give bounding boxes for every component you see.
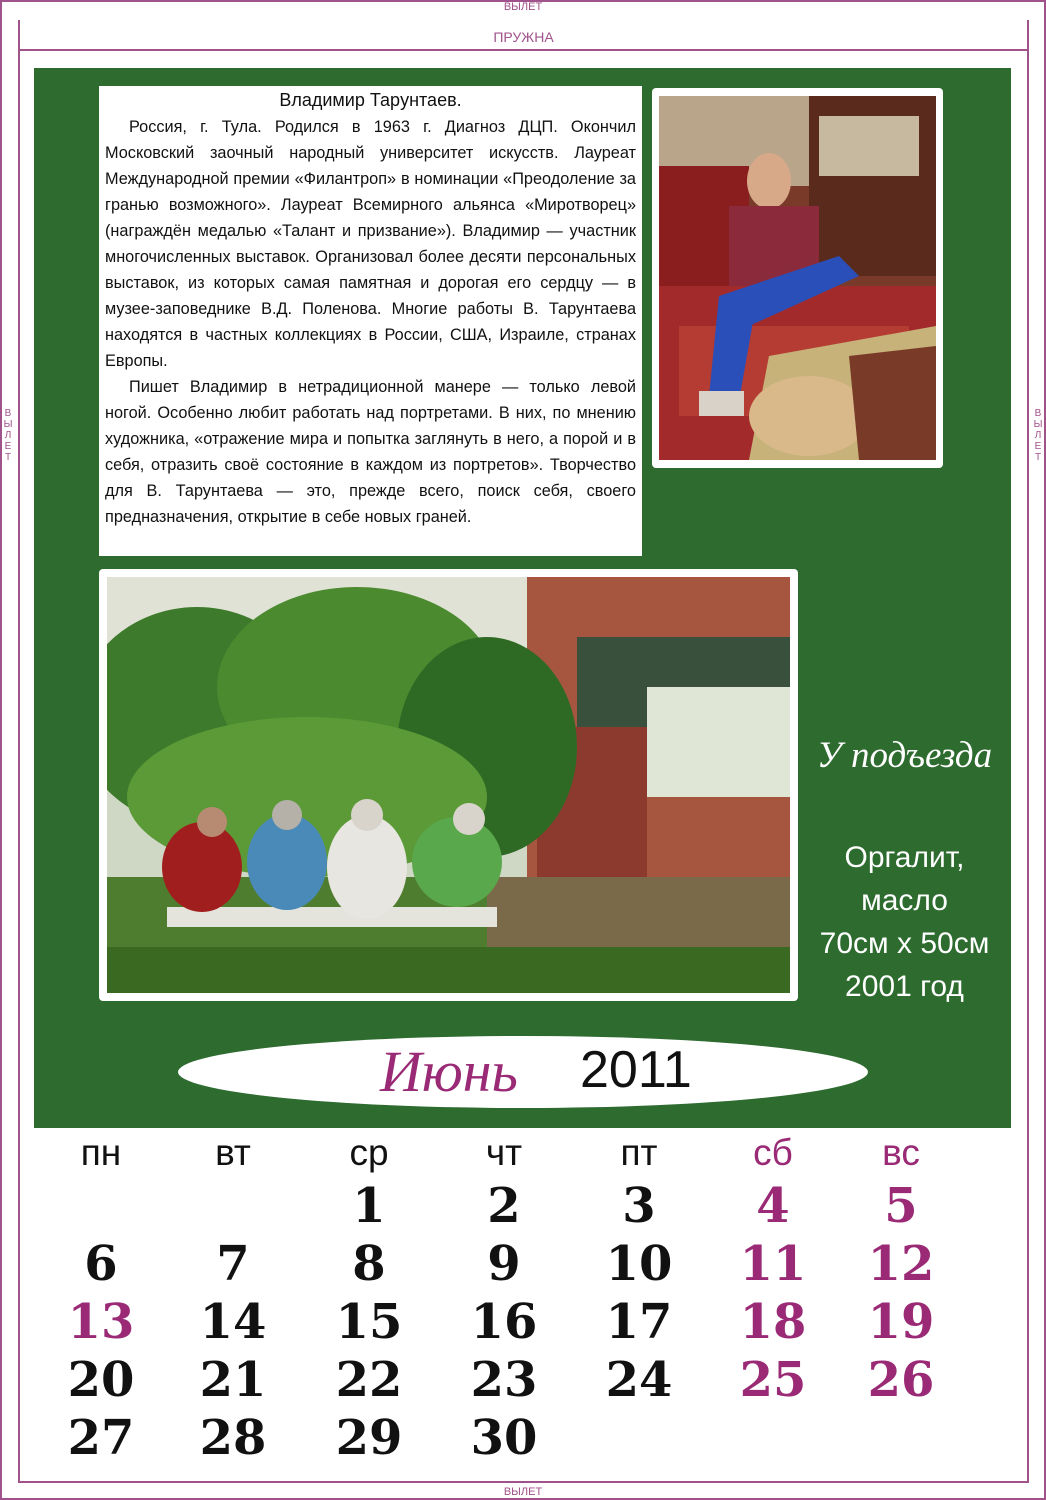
calendar-day: 8: [352, 1236, 386, 1292]
weekday-header: вс: [882, 1132, 920, 1173]
artwork-details: [798, 836, 1011, 1008]
weekday-header: пт: [620, 1132, 658, 1173]
artwork-material-line1: Оргалит,: [844, 841, 965, 874]
calendar-day: 26: [867, 1352, 935, 1408]
calendar-day: 18: [739, 1294, 807, 1350]
bleed-mark-left: ВЫЛЕТ: [3, 408, 13, 463]
month-name: Июнь: [380, 1039, 518, 1104]
calendar-day: 2: [487, 1178, 521, 1234]
calendar-day: 27: [67, 1410, 135, 1466]
calendar-day: 3: [622, 1178, 656, 1234]
calendar-day: 10: [605, 1236, 673, 1292]
calendar-day: 20: [67, 1352, 135, 1408]
calendar-grid: [34, 1128, 1011, 1478]
calendar-day: 6: [84, 1236, 118, 1292]
calendar-day: 17: [605, 1294, 673, 1350]
artist-photo-image: [659, 96, 936, 460]
artist-bio: [99, 86, 642, 556]
calendar-day: 19: [867, 1294, 935, 1350]
calendar-day: 15: [335, 1294, 403, 1350]
calendar-day: 28: [199, 1410, 267, 1466]
month-banner: [178, 1036, 868, 1108]
calendar-day: 29: [335, 1410, 403, 1466]
calendar-day: 4: [756, 1178, 790, 1234]
calendar-day: 7: [216, 1236, 250, 1292]
spring-zone: [18, 20, 1029, 51]
calendar-day: 23: [470, 1352, 538, 1408]
calendar-day: 9: [487, 1236, 521, 1292]
painting-image: [107, 577, 790, 993]
bleed-mark-top: ВЫЛЕТ: [503, 1, 543, 13]
weekday-header: сб: [753, 1132, 793, 1173]
calendar-day: 16: [470, 1294, 538, 1350]
bio-paragraph-1: Россия, г. Тула. Родился в 1963 г. Диагноз ДЦП. Окончил Московский заочный народный университет искусств. Лауреат Международной премии «Филантроп» в номинации «Преодоление за гранью возможного». Лауреат Всемирного альянса «Миротворец» (награждён медалью «Талант и призвание»). Владимир — участник многочисленных выставок. Организовал более десяти персональных выставок, из которых самая памятная и дорогая его сердцу — в музее-заповеднике В.Д. Поленова. Многие работы В. Тарунтаева находятся в частных коллекциях в России, США, Израиле, странах Европы.: [105, 118, 636, 370]
spring-label: ПРУЖНА: [493, 29, 554, 45]
weekday-header: ср: [349, 1132, 389, 1173]
calendar-day: 1: [352, 1178, 386, 1234]
painting: [99, 569, 798, 1001]
artwork-year: 2001 год: [845, 970, 964, 1003]
calendar-day: 25: [739, 1352, 807, 1408]
artwork-material-line2: масло: [861, 884, 948, 917]
calendar-day: 13: [67, 1294, 135, 1350]
artist-name: Владимир Таpунтаев.: [279, 90, 462, 110]
artist-photo: [652, 88, 943, 468]
weekday-header: пн: [80, 1132, 122, 1173]
calendar-day: 24: [605, 1352, 673, 1408]
calendar-day: 21: [199, 1352, 267, 1408]
bleed-mark-bottom: ВЫЛЕТ: [503, 1486, 543, 1498]
weekday-header: вт: [215, 1132, 251, 1173]
calendar-day: 5: [884, 1178, 918, 1234]
calendar-day: 12: [867, 1236, 935, 1292]
bio-paragraph-2: Пишет Владимир в нетрадиционной манере — только левой ногой. Особенно любит работать над портретами. В них, по мнению художника, «отражение мира и попытка заглянуть в него, а порой и в себя, отразить своё состояние в каждом из портретов». Творчество для В. Тарунтаева — это, прежде всего, поиск себя, своего предназначения, открытие в себе новых граней.: [105, 378, 636, 526]
artwork-size: 70см х 50см: [819, 927, 990, 960]
calendar-day: 30: [470, 1410, 538, 1466]
month-year: 2011: [580, 1041, 692, 1099]
artwork-title: У подъезда: [816, 735, 993, 776]
calendar-day: 14: [199, 1294, 267, 1350]
calendar-day: 11: [739, 1236, 807, 1292]
weekday-header: чт: [485, 1132, 523, 1173]
calendar-day: 22: [335, 1352, 403, 1408]
bleed-mark-right: ВЫЛЕТ: [1033, 408, 1043, 463]
